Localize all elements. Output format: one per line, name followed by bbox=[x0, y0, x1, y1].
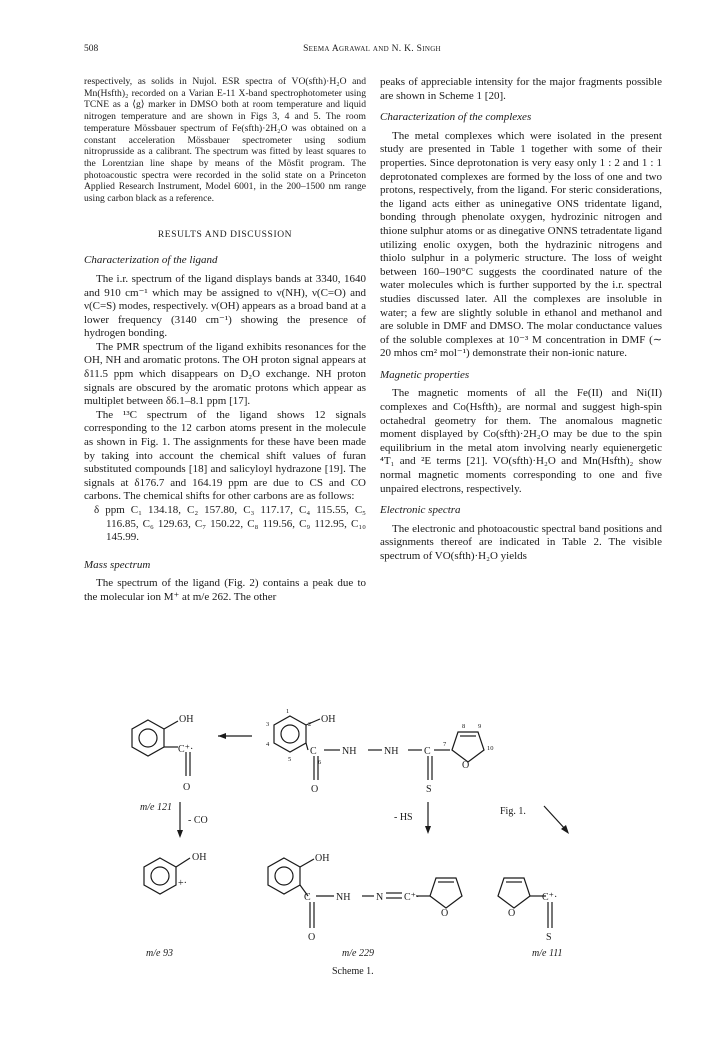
atom-o: O bbox=[441, 908, 449, 919]
carbon-number: 5 bbox=[288, 756, 292, 763]
ir-paragraph: The i.r. spectrum of the ligand displays bands at 3340, 1640 and 910 cm⁻¹ which may be assigned to ν(NH), ν(C=O) and ν(C=S) modes, respectively. ν(OH) appears as a broad band at a lower frequency (3140 cm⁻¹) showing the presence of hydrogen bonding. bbox=[84, 272, 366, 340]
c13-paragraph: The ¹³C spectrum of the ligand shows 12 signals corresponding to the 12 carbon atoms present in the molecule as shown in Fig. 1. The assignments for these have been made by taking into account the chemical shift values of furan substituted compounds [18] and salicyloyl hydrazone [19]. The signals at δ176.7 and 164.19 ppm are due to CS and CO carbons. The chemical shifts for other carbons are as follows: bbox=[84, 408, 366, 503]
magnetic-paragraph: The magnetic moments of all the Fe(II) and Ni(II) complexes and Co(Hsfth)₂ are normal and suggest high-spin octahedral geometry for them. The anomalous magnetic moment displayed by Co(sfth)·2H₂O may be due to the spin equilibrium in the metal atom involving nearly equienergetic ⁴T₁ and ²E terms [21]. VO(sfth)·H₂O and Mn(Hsfth)₂ show normal magnetic moments corresponding to one and five unpaired electrons, respectively. bbox=[380, 387, 662, 495]
fragment-m111 bbox=[498, 878, 552, 928]
atom-o: O bbox=[308, 932, 316, 943]
mass-paragraph: The spectrum of the ligand (Fig. 2) contains a peak due to the molecular ion M⁺ at m/e 262. The other bbox=[84, 577, 366, 603]
chemical-shifts: δ ppm C₁ 134.18, C₂ 157.80, C₃ 117.17, C₄ 115.55, C₅ 116.85, C₆ 129.63, C₇ 150.22, C₈ 119.56, C₉ 112.95, C₁₀ 145.99. bbox=[94, 504, 366, 544]
carbon-number: 7 bbox=[443, 741, 447, 748]
subheading-electronic: Electronic spectra bbox=[380, 504, 461, 517]
label-m111: m/e 111 bbox=[532, 948, 563, 959]
carbon-number: 2 bbox=[308, 721, 312, 728]
atom-oh: OH bbox=[179, 714, 194, 725]
atom-nh: NH bbox=[336, 892, 351, 903]
right-column bbox=[380, 76, 662, 564]
running-head: Seema Agrawal and N. K. Singh bbox=[303, 44, 441, 54]
atom-c: C bbox=[424, 746, 431, 757]
label-m229: m/e 229 bbox=[342, 948, 374, 959]
subheading-magnetic: Magnetic properties bbox=[380, 368, 470, 381]
carbon-number: 6 bbox=[318, 759, 322, 766]
atom-o: O bbox=[462, 760, 470, 771]
atom-oh: OH bbox=[321, 714, 336, 725]
atom-s: S bbox=[546, 932, 552, 943]
fragments-paragraph: peaks of appreciable intensity for the major fragments possible are shown in Scheme 1 [20]. bbox=[380, 76, 662, 102]
electronic-paragraph: The electronic and photoacoustic spectral band positions and assignments thereof are indicated in Table 2. The visible spectrum of VO(sfth)·H₂O yields bbox=[380, 522, 662, 562]
experimental-paragraph: respectively, as solids in Nujol. ESR spectra of VO(sfth)·H₂O and Mn(Hsfth)₂ recorded on a Varian E-11 X-band spectrophotometer using TCNE as a ⟨g⟩ marker in DMSO both at room temperature and liquid nitrogen temperature and are shown in Figs 3, 4 and 5. The room temperature Mössbauer spectrum of Fe(sfth)·2H₂O was obtained on a constant acceleration Mössbauer spectrometer using sodium nitroprusside as a calibrant. The spectrum was fitted by least squares to the Lorentzian line shape by means of the Mösfit program. The photoacoustic spectra were recorded in the solid state on a Princeton Applied Research Instrument, Model 6001, in the 200–1500 nm range using carbon black as a reference. bbox=[84, 76, 366, 205]
atom-n: N bbox=[376, 892, 384, 903]
atom-s: S bbox=[426, 784, 432, 795]
label-co-loss: - CO bbox=[188, 815, 208, 826]
left-column bbox=[84, 76, 366, 605]
fragment-m229 bbox=[268, 858, 462, 928]
subheading-complexes: Characterization of the complexes bbox=[380, 111, 532, 124]
page-number: 508 bbox=[84, 44, 99, 54]
caption-scheme-1: Scheme 1. bbox=[332, 966, 374, 976]
atom-o: O bbox=[508, 908, 516, 919]
atom-o: O bbox=[311, 784, 319, 795]
subheading-ligand: Characterization of the ligand bbox=[84, 254, 218, 267]
atom-c: C bbox=[304, 892, 311, 903]
atom-o: O bbox=[183, 782, 191, 793]
atom-oh: OH bbox=[192, 852, 207, 863]
section-heading: RESULTS AND DISCUSSION bbox=[157, 229, 293, 240]
atom-c-radical: C⁺· bbox=[178, 744, 194, 755]
atom-c-radical: C⁺· bbox=[542, 892, 558, 903]
scheme-1-diagram bbox=[100, 706, 660, 976]
carbon-number: 3 bbox=[266, 721, 270, 728]
carbon-number: 1 bbox=[286, 708, 290, 715]
atom-oh: OH bbox=[315, 853, 330, 864]
arrow-to-m111 bbox=[544, 806, 566, 830]
carbon-number: 4 bbox=[266, 741, 270, 748]
caption-fig1: Fig. 1. bbox=[500, 806, 526, 817]
label-hs-loss: - HS bbox=[394, 812, 413, 823]
subheading-mass: Mass spectrum bbox=[84, 558, 151, 571]
label-m121: m/e 121 bbox=[140, 802, 172, 813]
atom-c: C bbox=[310, 746, 317, 757]
pmr-paragraph: The PMR spectrum of the ligand exhibits resonances for the OH, NH and aromatic protons. The OH proton signal appears at δ11.5 ppm which disappears on D₂O exchange. NH proton signals are obscured by the aromatic protons which appear as multiplet between δ6.1–8.1 ppm [17]. bbox=[84, 340, 366, 408]
radical-cation: +· bbox=[178, 878, 187, 889]
carbon-number: 9 bbox=[478, 723, 482, 730]
atom-c-radical: C⁺· bbox=[404, 892, 420, 903]
atom-nh: NH bbox=[384, 746, 399, 757]
complexes-paragraph: The metal complexes which were isolated in the present study are presented in Table 1 together with some of their properties. Since deprotonation is very easy only 1 : 2 and 1 : 1 deprotonated complexes are formed by the loss of one and two protons, respectively, from the ligand. For steric considerations, the ligand acts either as uninegative ONS tridentate ligand, bonding through phenolate oxygen, hydrozinic nitrogen and thione sulphur atoms or as dinegative ONNS tetradentate ligand utilizing enolic oxygen, both the hydrazinic nitrogens and thiolo sulphur in a polymeric structure. The loss of weight between 160–190°C suggests the coordinated nature of the water molecules which is further supported by the i.r. spectral studies discussed later. All the complexes are insoluble in water; a few are slightly soluble in ethanol and methanol and are soluble in DMF and DMSO. The molar conductance values of the soluble complexes at 10⁻³ M concentration in DMF (∼ 20 mhos cm² mol⁻¹) demonstrate their non-ionic nature. bbox=[380, 129, 662, 360]
atom-nh: NH bbox=[342, 746, 357, 757]
page-header bbox=[84, 44, 660, 58]
label-m93: m/e 93 bbox=[146, 948, 173, 959]
carbon-number: 10 bbox=[487, 745, 494, 752]
ligand-structure bbox=[274, 716, 484, 780]
carbon-number: 8 bbox=[462, 723, 466, 730]
